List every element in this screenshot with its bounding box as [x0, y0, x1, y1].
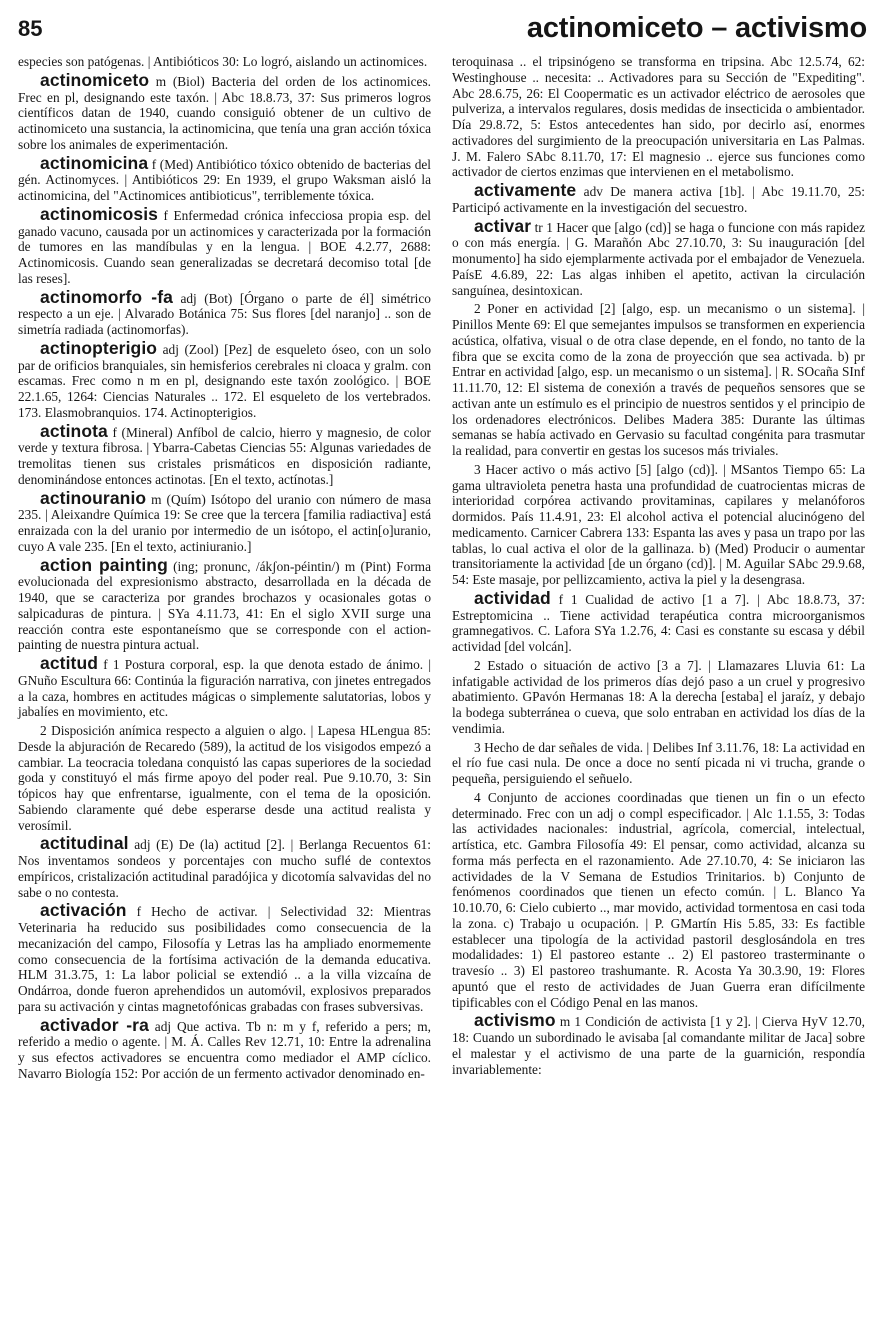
dictionary-entry — [452, 180, 865, 216]
definition: m (Biol) Bacteria del orden de los actinomices. Frec en pl, designando este taxón. | Abc 18.8.73, 37: Sus primeros logros científicos datan de 1940, cuando consiguió obtener de un cultivo de actinomiceto una sustancia, la actinomicina, que tenía una gran acción tóxica sobre los animales de experimentación. — [18, 73, 431, 152]
headword: actinomicosis — [40, 203, 159, 224]
dictionary-entry — [18, 203, 431, 287]
headword: actitudinal — [40, 833, 129, 854]
definition: adj (E) De (la) actitud [2]. | Berlanga Recuentos 61: Nos inventamos sondeos y porcentajes con mucho suflé de contextos empíricos, cristalización actitudinal paradójica y dicotomía salvavidas del no sabe o no contesta. — [18, 837, 431, 900]
right-column — [452, 54, 865, 1077]
definition: tr 1 Hacer que [algo (cd)] se haga o funcione con más rapidez o con más energía. | G. Marañón Abc 27.10.70, 3: Su inauguración [del monumento] ha sido ejemplarmente activada por el embajador de Venezuela. PaísE 4.6.89, 22: Las algas inhiben el apetito, activan la circulación sanguínea, desintoxican. — [452, 219, 865, 298]
definition: f (Mineral) Anfíbol de calcio, hierro y magnesio, de color verde y textura fibrosa. | Ybarra-Cabetas Ciencias 55: Algunas variedades de tremolitas tienen sus cristales prismáticos en disposición radiante, denominándose entonces actinotas. [En el texto, actínotas.] — [18, 424, 431, 487]
headword: actinota — [40, 420, 108, 441]
dictionary-entry — [452, 215, 865, 299]
dictionary-entry — [18, 69, 431, 153]
definition: adv De manera activa [1b]. | Abc 19.11.70, 25: Participó activamente en la investigación del secuestro. — [452, 184, 865, 215]
page-number: 85 — [18, 16, 43, 41]
entry-sense: 3 Hecho de dar señales de vida. | Delibes Inf 3.11.76, 18: La actividad en el río fue casi nula. De once a doce no sentí picada ni vi trucha, grande o pequeña, persiguiendo el señuelo. — [452, 739, 865, 786]
headword: action painting — [40, 554, 168, 575]
entry-sense: 4 Conjunto de acciones coordinadas que tienen un fin o un efecto determinado. Frec con un adj o compl especificador. | Alc 1.1.55, 3: Todas las actividades nacionales: industrial, agrícola, comercial, intelectual, artística, etc. Gambra Filosofía 49: El pensar, como actividad, alcanza su forma más perfecta en el razonamiento. Ade 27.10.70, 4: Se iniciaron las actividades de la V Semana de Estudios Trinitarios. b) Conjunto de fenómenos coordinados que tienen un efecto común. | L. Blanco Ya 10.10.70, 6: Cielo cubierto .., mar movido, actividad tormentosa en casi toda la zona. c) Trabajo u ocupación. | P. GMartín His 5.85, 33: Es factible establecer una tipología de la actividad pastoril desglosándola en tres modalidades: 1) El pastoreo estante .. 2) El pastoreo trasterminante o travesío .. 3) El pastoreo trashumante. R. Acosta Ya 30.3.90, 19: Flores apuntó que el resto de actividades de Juan Guerra eran difícilmente tipificables con el Código Penal en las manos. — [452, 789, 865, 1010]
dictionary-entry — [18, 337, 431, 421]
dictionary-entry — [18, 653, 431, 720]
definition: f 1 Cualidad de activo [1 a 7]. | Abc 18.8.73, 37: Estreptomicina .. Tiene actividad terapéutica contra microorganismos gramnegativos. C. Lafora SYa 1.2.76, 4: Casi es constante su escasa y débil actividad [del volcán]. — [452, 591, 865, 654]
definition: (ing; pronunc, /ákʃon-péintin/) m (Pint) Forma evolucionada del expresionismo abstracto, desarrollada en la década de 1940, que se caracteriza por grandes brochazos y ocasionales gotas o salpicaduras de pintura. | SYa 4.11.73, 41: En el siglo XVII surge una reacción contra este espontaneísmo que se corresponde con el action-painting de nuestra pintura actual. — [18, 558, 431, 653]
definition: adj (Bot) [Órgano o parte de él] simétrico respecto a un eje. | Alvarado Botánica 75: Sus flores [del naranjo] .. son de simetría radiada (actinomorfas). — [18, 290, 431, 337]
dictionary-entry — [18, 286, 431, 338]
dictionary-entry — [18, 554, 431, 654]
entry-sense: 2 Poner en actividad [2] [algo, esp. un mecanismo o un sistema]. | Pinillos Mente 69: El que semejantes impulsos se transformen en experiencia acústica, olfativa, visual o de otra clase depende, en el fondo, no tanto de la fibra que se excita como de la zona de proyección que sea activada. b) pr Entrar en actividad [algo, esp. un mecanismo o un sistema]. | R. SOcaña SInf 11.11.70, 12: El sistema de conexión a través de pequeños sensores que se activan ante un estímulo es el principio de nuestros sentidos y el principio de los ordenadores electrónicos. Delibes Madera 385: Durante las últimas semanas se había activado en Gervasio su facultad congénita para trasmutar la realidad, para convertir en gestas los sucesos más triviales. — [452, 301, 865, 458]
headword: actitud — [40, 653, 99, 673]
headword: actinomiceto — [40, 69, 150, 90]
headword: activismo — [474, 1010, 556, 1031]
dictionary-entry — [18, 487, 431, 555]
dictionary-entry — [452, 1010, 865, 1077]
running-head: actinomiceto – activismo — [526, 12, 867, 44]
definition: m 1 Condición de activista [1 y 2]. | Cierva HyV 12.70, 18: Cuando un subordinado le avisaba [al comandante militar de Jaca] sobre el malestar y el activismo de una parte de la guarnición, respondía invariablemente: — [452, 1014, 865, 1077]
headword: actinopterigio — [40, 337, 158, 358]
definition: f (Med) Antibiótico tóxico obtenido de bacterias del gén. Actinomyces. | Antibióticos 29: En 1939, el grupo Waksman aisló la actinomicina, del "Actinomices antibioticus", terriblemente tóxica. — [18, 156, 431, 203]
entry-sense: 2 Disposición anímica respecto a alguien o algo. | Lapesa HLengua 85: Desde la abjuración de Recaredo (589), la actitud de los visigodos empezó a cambiar. La teocracia toledana conquistó las capas superiores de la sociedad goda y constituyó el más firme apoyo del poder real. Pue 9.10.70, 3: Sin tópicos hay que enfrentarse, igualmente, con el tema de la oposición. Sabiendo claramente qué debe esperarse desde una actitud realista y verosímil. — [18, 723, 431, 833]
headword: activación — [40, 900, 127, 921]
definition: f Enfermedad crónica infecciosa propia esp. del ganado vacuno, causada por un actinomices y caracterizada por la formación de tumores en las mandíbulas y en la lengua. | BOE 4.2.77, 2688: Actinomicosis. Cuando sean generalizadas se decretará decomiso total [de las reses]. — [18, 207, 431, 286]
dictionary-entry — [452, 587, 865, 655]
headword: activador -ra — [40, 1014, 149, 1035]
left-column — [18, 54, 431, 1082]
continuation-text: especies son patógenas. | Antibióticos 30: Lo logró, aislando un actinomices. — [18, 54, 428, 69]
dictionary-entry — [18, 152, 431, 204]
headword: actividad — [474, 587, 551, 608]
page-header — [14, 12, 867, 46]
definition: adj (Zool) [Pez] de esqueleto óseo, con un solo par de orificios branquiales, sin hemisferios cerebrales ni cloaca y gralm. con escamas. Frec como n m en pl, designando este taxón zoológico. | BOE 22.1.65, 1264: Ciencias Naturales .. 172. El esqueleto de los vertebrados. 173. Elasmobranquios. 174. Actinopterigios. — [18, 341, 431, 420]
dictionary-entry — [18, 1014, 431, 1082]
dictionary-entry — [18, 833, 431, 900]
dictionary-entry — [18, 900, 431, 1014]
headword: actinomorfo -fa — [40, 286, 173, 307]
definition: f Hecho de activar. | Selectividad 32: Mientras Veterinaria ha reducido sus posibilidades como consecuencia de la mecanización del campo, Filosofía y Letras las ha ampliado enormemente como consecuencia de la fortísima activación de la demanda educativa. HLM 31.3.75, 1: La labor policial se extendió .. a la villa vizcaína de Ondárroa, donde fueron aprehendidos un automóvil, explosivos preparados para su activación y cintas magnetofónicas grabadas con frases subversivas. — [18, 904, 431, 1014]
entry-sense: 2 Estado o situación de activo [3 a 7]. | Llamazares Lluvia 61: La infatigable actividad de los primeros días dejó paso a un cruel y progresivo abatimiento. GPavón Hermanas 18: A la derecha [estaba] el jaraíz, y debajo la bodega subterránea o cueva, que solo entraban en actividad los días de la vendimia. — [452, 657, 865, 736]
continuation-text: teroquinasa .. el tripsinógeno se transforma en tripsina. Abc 12.5.74, 62: Westinghouse .. necesita: .. Activadores para su Sección de "Expediting". Abc 28.6.75, 26: El Coopermatic es un activador eléctrico de aerosoles que pulveriza, a intervalos regulares, dosis medidas de insecticida o ambientador. Día 29.8.72, 5: Estos antecedentes han sido, por decirlo así, enormes activadores del surgimiento de la preocupación universitaria en Las Palmas. J. M. Falero SAbc 8.11.70, 17: El magnesio .. ejerce sus funciones como activador de ciertos enzimas que intervienen en el metabolismo. — [452, 54, 865, 180]
headword: actinouranio — [40, 487, 147, 508]
definition: f 1 Postura corporal, esp. la que denota estado de ánimo. | GNuño Escultura 66: Continúa la figuración narrativa, con jinetes entregados a la caza, hombres en actitudes mágicas o simplemente salutatorias, lobos y jabalíes en movimiento, etc. — [18, 657, 431, 720]
headword: activamente — [474, 180, 577, 200]
definition: m (Quím) Isótopo del uranio con número de masa 235. | Aleixandre Química 19: Se cree que la tercera [familia radiactiva] está enraizada con la del uranio por intermedio de un isótopo, el actin[o]uranio, cuyo A vale 235. [En el texto, actiniuranio.] — [18, 491, 431, 554]
dictionary-entry — [18, 420, 431, 488]
definition: adj Que activa. Tb n: m y f, referido a pers; m, referido a medio o agente. | M. Á. Calles Rev 12.71, 10: Entre la adrenalina y sus efectos activadores se encuentra como mediador el AMP cíclico. Navarro Biología 152: Por acción de un fermento activador denominado en- — [18, 1018, 431, 1081]
headword: activar — [474, 215, 532, 236]
entry-sense: 3 Hacer activo o más activo [5] [algo (cd)]. | MSantos Tiempo 65: La gama ultravioleta penetra hasta una profundidad de cuatrocientas micras de interioridad corpórea activando provitaminas, capilares y melanóforos dormidos. País 11.4.91, 23: El alcohol activa el potencial alucinógeno del medicamento. Carnicer Cabrera 133: Espanta las aves y pasa un trapo por las tablas, lo cual activa el olor de la gallinaza. b) (Med) Producir o aumentar transitoriamente la actividad [de un órgano (cd)]. | M. Aguilar SAbc 29.9.68, 54: Este masaje, por pellizcamiento, activa la piel y la desengrasa. — [452, 461, 865, 587]
headword: actinomicina — [40, 152, 149, 173]
